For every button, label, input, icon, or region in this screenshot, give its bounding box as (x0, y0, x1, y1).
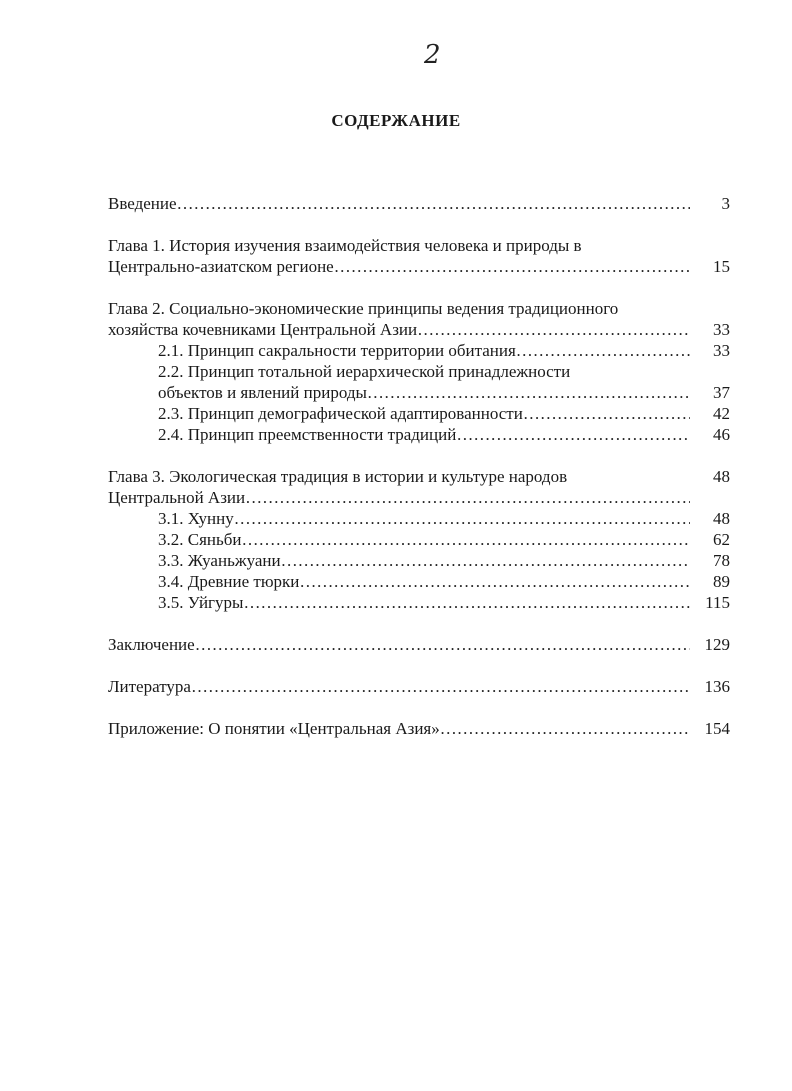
toc-entry-page: 3 (721, 194, 730, 213)
toc-entry-literature (108, 676, 730, 697)
toc-entry-page: 46 (713, 425, 730, 444)
toc-entry-page: 33 (713, 320, 730, 339)
toc-entry-text: объектов и явлений природы (158, 383, 367, 402)
toc-entry-page: 15 (713, 257, 730, 276)
toc-entry-appendix (108, 718, 730, 739)
toc-entry-text: 2.2. Принцип тотальной иерархической принадлежности (158, 362, 571, 381)
toc-leader-dots (243, 592, 690, 613)
toc-entry-page: 42 (713, 404, 730, 423)
toc-leader-dots (334, 256, 690, 277)
toc-leader-dots (299, 571, 690, 592)
toc-leader-dots (242, 529, 690, 550)
toc-entry-section-2-2 (108, 361, 730, 382)
toc-entry-chapter-2-cont (108, 319, 730, 340)
toc-entry-text: Центрально-азиатском регионе (108, 257, 334, 276)
toc-entry-introduction (108, 193, 730, 214)
toc-entry-chapter-1-cont (108, 256, 730, 277)
toc-leader-dots (191, 676, 690, 697)
table-of-contents (108, 193, 730, 739)
toc-entry-section-3-4 (108, 571, 730, 592)
toc-entry-chapter-1 (108, 235, 730, 256)
toc-entry-section-2-1 (108, 340, 730, 361)
toc-leader-dots (367, 382, 690, 403)
toc-entry-section-3-1 (108, 508, 730, 529)
toc-entry-page: 154 (704, 719, 730, 738)
handwritten-page-number: 2 (424, 40, 441, 70)
toc-leader-dots (177, 193, 690, 214)
toc-entry-page: 62 (713, 530, 730, 549)
toc-entry-text: 3.5. Уйгуры (158, 593, 244, 612)
toc-entry-section-2-2-cont (108, 382, 730, 403)
toc-entry-text: Литература (108, 677, 191, 696)
toc-entry-page: 129 (704, 635, 730, 654)
toc-entry-page: 89 (713, 572, 730, 591)
toc-entry-text: Заключение (108, 635, 195, 654)
toc-entry-conclusion (108, 634, 730, 655)
toc-entry-page: 115 (705, 593, 730, 612)
toc-entry-section-2-4 (108, 424, 730, 445)
toc-entry-page: 48 (713, 467, 730, 486)
toc-leader-dots (523, 403, 690, 424)
toc-entry-text: 3.4. Древние тюрки (158, 572, 300, 591)
toc-entry-text: Глава 2. Социально-экономические принципы ведения традиционного (108, 299, 619, 318)
toc-entry-page: 37 (713, 383, 730, 402)
toc-entry-text: 3.2. Сяньби (158, 530, 242, 549)
toc-entry-chapter-3-cont (108, 487, 730, 508)
toc-entry-text: 3.1. Хунну (158, 509, 234, 528)
toc-leader-dots (234, 508, 690, 529)
toc-leader-dots (417, 319, 690, 340)
toc-entry-text: 2.1. Принцип сакральности территории обитания (158, 341, 516, 360)
toc-entry-text: 2.3. Принцип демографической адаптированности (158, 404, 523, 423)
toc-entry-text: Глава 1. История изучения взаимодействия человека и природы в (108, 236, 582, 255)
toc-entry-text: Введение (108, 194, 177, 213)
toc-entry-section-3-2 (108, 529, 730, 550)
toc-entry-text: Глава 3. Экологическая традиция в истории и культуре народов (108, 467, 568, 486)
toc-entry-page: 136 (704, 677, 730, 696)
toc-leader-dots (516, 340, 690, 361)
toc-entry-section-2-3 (108, 403, 730, 424)
toc-entry-section-3-3 (108, 550, 730, 571)
toc-entry-text: 3.3. Жуаньжуани (158, 551, 281, 570)
toc-entry-section-3-5 (108, 592, 730, 613)
toc-entry-chapter-3 (108, 466, 730, 487)
toc-entry-text: Центральной Азии (108, 488, 246, 507)
toc-leader-dots (195, 634, 690, 655)
toc-entry-page: 78 (713, 551, 730, 570)
toc-leader-dots (245, 487, 690, 508)
toc-entry-page: 48 (713, 509, 730, 528)
page-title: СОДЕРЖАНИЕ (331, 111, 461, 130)
toc-leader-dots (440, 718, 690, 739)
toc-entry-text: хозяйства кочевниками Центральной Азии (108, 320, 418, 339)
toc-leader-dots (456, 424, 690, 445)
toc-entry-text: 2.4. Принцип преемственности традиций (158, 425, 457, 444)
toc-entry-page: 33 (713, 341, 730, 360)
toc-entry-text: Приложение: О понятии «Центральная Азия» (108, 719, 440, 738)
toc-leader-dots (281, 550, 690, 571)
toc-entry-chapter-2 (108, 298, 730, 319)
